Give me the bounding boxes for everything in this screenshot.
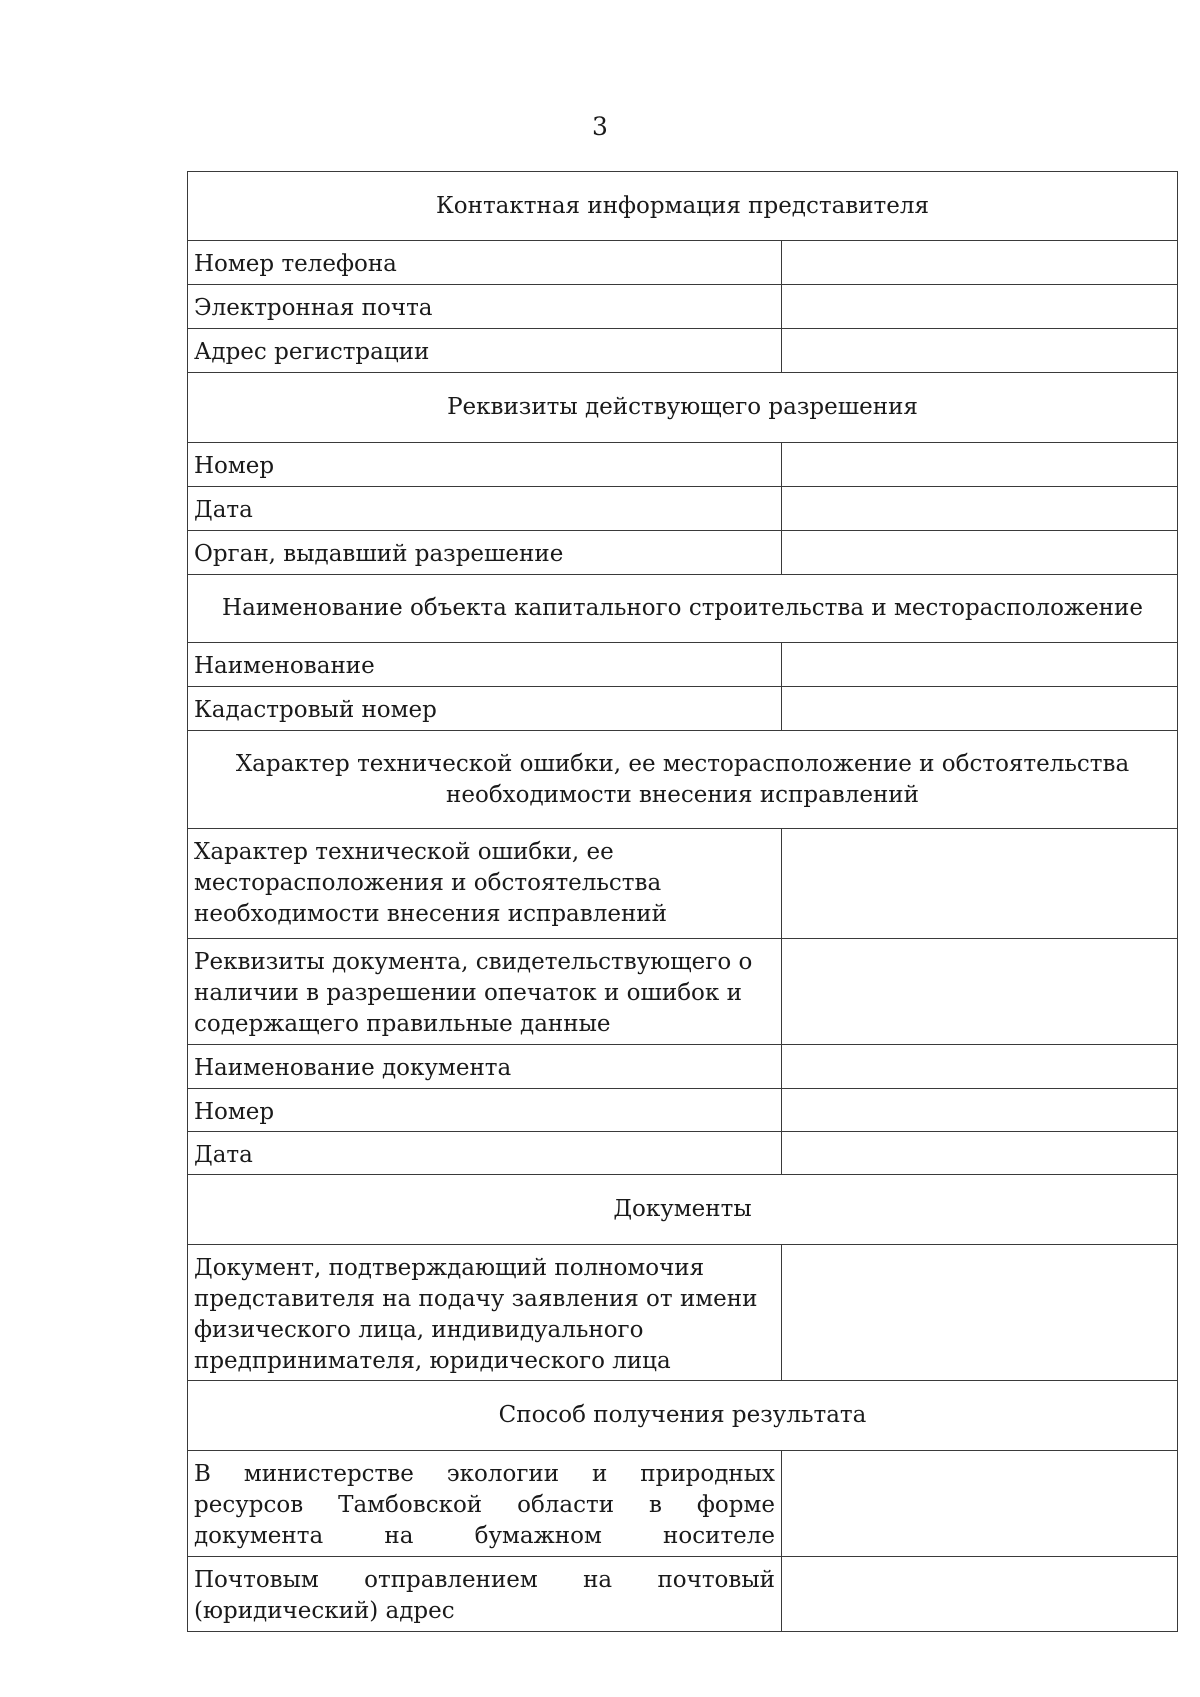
document-name-value-field[interactable] — [782, 1045, 1178, 1089]
page-number: 3 — [592, 112, 608, 141]
section-title-result-method: Способ получения результата — [188, 1381, 1178, 1451]
row-label-result-by-post: Почтовым отправлением на почтовый (юридический) адрес — [188, 1557, 782, 1632]
row-label-authority-document: Документ, подтверждающий полномочия представителя на подачу заявления от имени физического лица, индивидуального предпринимателя, юридического лица — [188, 1245, 782, 1381]
document-number-value-field[interactable] — [782, 1089, 1178, 1132]
row-label-permit-number: Номер — [188, 443, 782, 487]
error-nature-value-field[interactable] — [782, 829, 1178, 939]
row-label-phone: Номер телефона — [188, 241, 782, 285]
row-label-email: Электронная почта — [188, 285, 782, 329]
phone-value-field[interactable] — [782, 241, 1178, 285]
row-label-evidence-document-details: Реквизиты документа, свидетельствующего о наличии в разрешении опечаток и ошибок и содержащего правильные данные — [188, 939, 782, 1045]
result-by-post-value-field[interactable] — [782, 1557, 1178, 1632]
section-title-contact-info: Контактная информация представителя — [188, 172, 1178, 241]
email-value-field[interactable] — [782, 285, 1178, 329]
row-label-document-number: Номер — [188, 1089, 782, 1132]
result-in-ministry-value-field[interactable] — [782, 1451, 1178, 1557]
row-label-registration-address: Адрес регистрации — [188, 329, 782, 373]
row-label-error-nature: Характер технической ошибки, ее месторасположения и обстоятельства необходимости внесения исправлений — [188, 829, 782, 939]
row-label-document-date: Дата — [188, 1132, 782, 1175]
document-date-value-field[interactable] — [782, 1132, 1178, 1175]
object-name-value-field[interactable] — [782, 643, 1178, 687]
section-title-construction-object: Наименование объекта капитального строительства и месторасположение — [188, 575, 1178, 643]
row-label-permit-date: Дата — [188, 487, 782, 531]
row-label-cadastral-number: Кадастровый номер — [188, 687, 782, 731]
row-label-result-in-ministry: В министерстве экологии и природных ресурсов Тамбовской области в форме документа на бумажном носителе — [188, 1451, 782, 1557]
section-title-technical-error: Характер технической ошибки, ее месторасположение и обстоятельства необходимости внесения исправлений — [188, 731, 1178, 829]
application-form-table — [187, 171, 1178, 1632]
row-label-object-name: Наименование — [188, 643, 782, 687]
row-label-document-name: Наименование документа — [188, 1045, 782, 1089]
registration-address-value-field[interactable] — [782, 329, 1178, 373]
evidence-document-details-value-field[interactable] — [782, 939, 1178, 1045]
issuing-authority-value-field[interactable] — [782, 531, 1178, 575]
permit-date-value-field[interactable] — [782, 487, 1178, 531]
authority-document-value-field[interactable] — [782, 1245, 1178, 1381]
section-title-permit-details: Реквизиты действующего разрешения — [188, 373, 1178, 443]
section-title-documents: Документы — [188, 1175, 1178, 1245]
cadastral-number-value-field[interactable] — [782, 687, 1178, 731]
permit-number-value-field[interactable] — [782, 443, 1178, 487]
row-label-issuing-authority: Орган, выдавший разрешение — [188, 531, 782, 575]
